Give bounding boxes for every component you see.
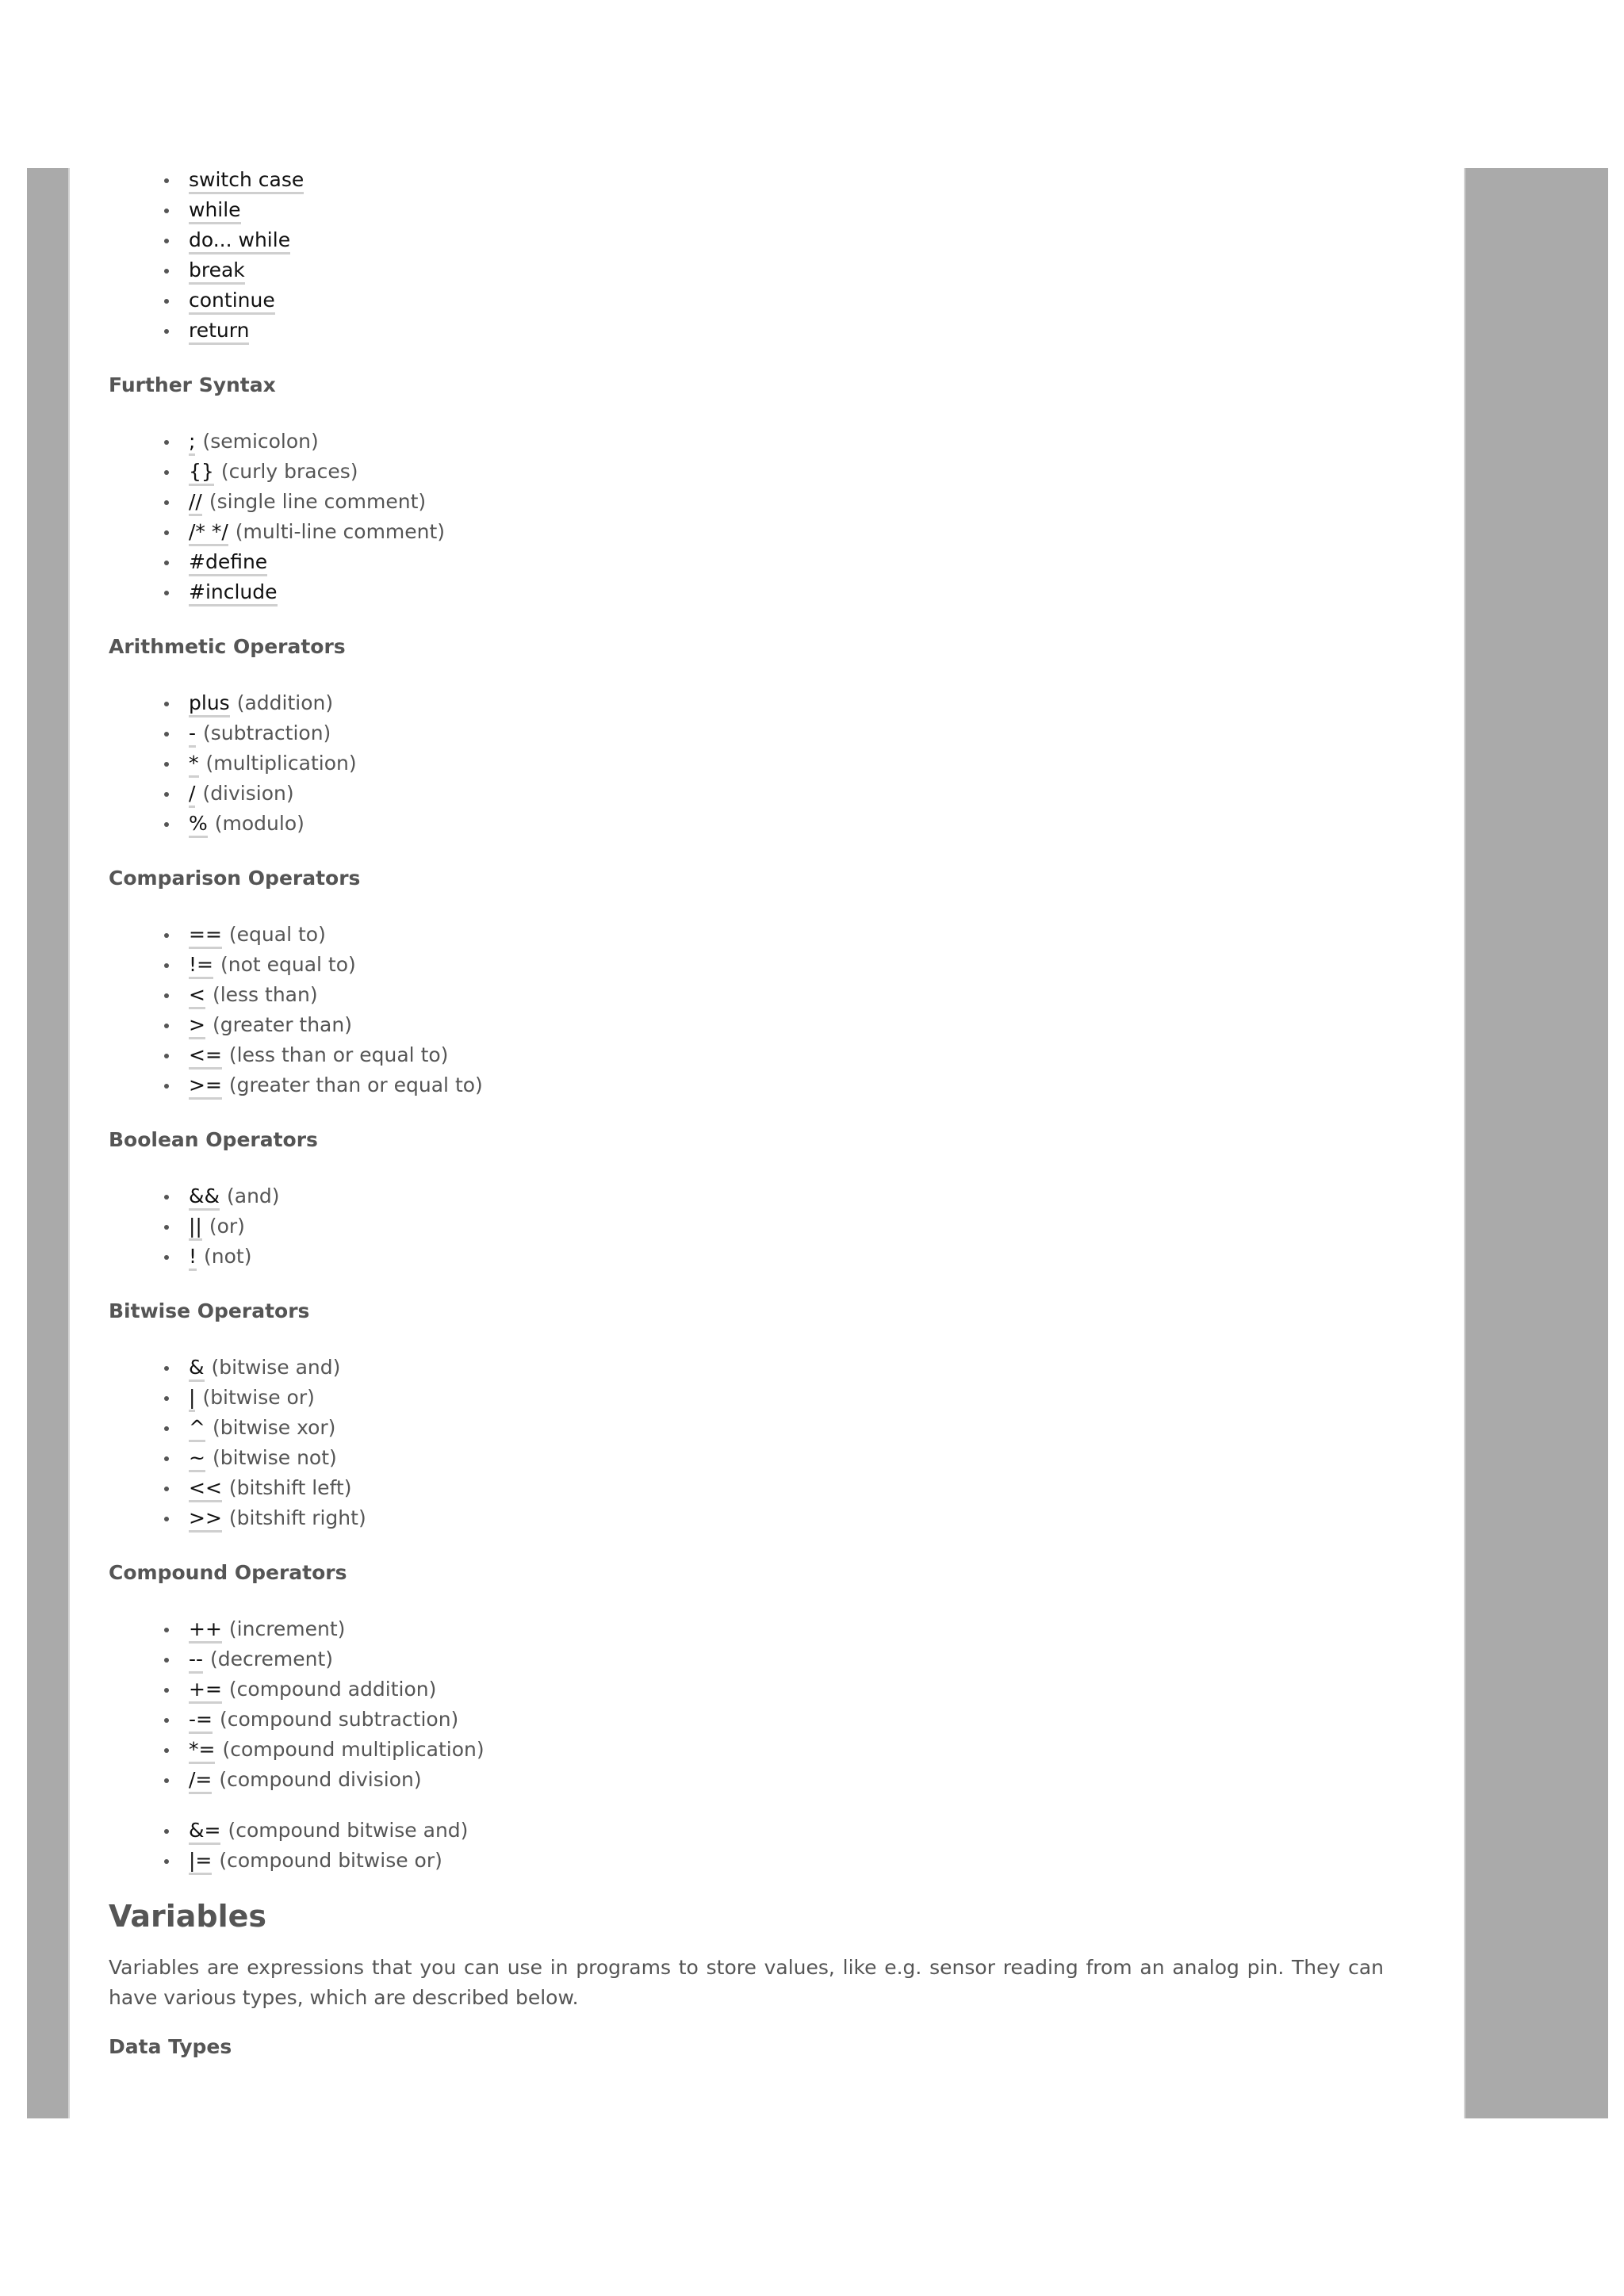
keyword-description: (compound addition) [228, 1678, 437, 1701]
keyword-link[interactable]: {} [189, 460, 214, 486]
keyword-link[interactable]: -= [189, 1708, 213, 1734]
list-item [189, 920, 1384, 950]
variables-heading: Variables [109, 1899, 266, 1934]
keyword-link[interactable]: <= [189, 1043, 222, 1070]
list-gap [109, 1795, 1384, 1816]
list-item [189, 316, 1384, 346]
keyword-link[interactable]: != [189, 953, 213, 979]
list-item [189, 1473, 1384, 1503]
boolean-operators-heading: Boolean Operators [109, 1128, 318, 1151]
keyword-description: (decrement) [210, 1647, 334, 1670]
list-item [189, 1503, 1384, 1533]
keyword-description: (multi-line comment) [235, 520, 446, 543]
list-item [189, 1070, 1384, 1100]
compound-operators-heading: Compound Operators [109, 1561, 347, 1584]
list-item [189, 225, 1384, 255]
keyword-link[interactable]: / [189, 782, 195, 808]
keyword-link[interactable]: break [189, 258, 245, 285]
list-item [189, 457, 1384, 487]
keyword-link[interactable]: >> [189, 1506, 222, 1533]
keyword-link[interactable]: | [189, 1386, 195, 1412]
arithmetic-operators-heading: Arithmetic Operators [109, 635, 346, 658]
list-item [189, 195, 1384, 225]
keyword-link[interactable]: >= [189, 1073, 222, 1100]
keyword-description: (bitwise or) [202, 1386, 315, 1409]
keyword-link[interactable]: |= [189, 1849, 212, 1875]
list-item [189, 1181, 1384, 1211]
reference-content [109, 165, 1384, 2088]
keyword-description: (bitwise xor) [212, 1416, 336, 1439]
list-item [189, 1816, 1384, 1846]
list-item [189, 1211, 1384, 1242]
keyword-description: (compound bitwise or) [219, 1849, 442, 1872]
keyword-link[interactable]: ^ [189, 1416, 205, 1442]
keyword-description: (multiplication) [205, 752, 357, 775]
compound-operators-list [109, 1614, 1384, 1795]
keyword-description: (less than or equal to) [228, 1043, 449, 1066]
keyword-description: (and) [227, 1184, 280, 1207]
keyword-description: (bitshift right) [228, 1506, 366, 1529]
keyword-link[interactable]: > [189, 1013, 205, 1039]
left-sidebar [27, 168, 70, 2118]
list-item [189, 980, 1384, 1010]
list-item [189, 748, 1384, 779]
keyword-description: (modulo) [214, 812, 304, 835]
keyword-link[interactable]: & [189, 1356, 205, 1382]
list-item [189, 547, 1384, 577]
list-item [189, 809, 1384, 839]
keyword-link[interactable]: << [189, 1476, 222, 1502]
keyword-link[interactable]: return [189, 319, 249, 345]
keyword-description: (compound multiplication) [222, 1738, 485, 1761]
list-item [189, 427, 1384, 457]
keyword-description: (greater than or equal to) [228, 1073, 483, 1096]
keyword-link[interactable]: ++ [189, 1617, 222, 1644]
list-item [189, 688, 1384, 718]
keyword-link[interactable]: #include [189, 580, 278, 607]
keyword-link[interactable]: &= [189, 1819, 220, 1845]
list-item [189, 1242, 1384, 1272]
keyword-link[interactable]: continue [189, 289, 275, 315]
list-item [189, 1383, 1384, 1413]
list-item [189, 285, 1384, 316]
list-item [189, 1705, 1384, 1735]
keyword-description: (bitwise not) [212, 1446, 337, 1469]
keyword-description: (equal to) [228, 923, 326, 946]
list-item [189, 1353, 1384, 1383]
keyword-description: (compound bitwise and) [228, 1819, 469, 1842]
further-syntax-list [109, 427, 1384, 607]
list-item [189, 779, 1384, 809]
further-syntax-heading: Further Syntax [109, 373, 276, 396]
list-item [189, 255, 1384, 285]
keyword-link[interactable]: *= [189, 1738, 215, 1764]
list-item [189, 1846, 1384, 1876]
keyword-link[interactable]: // [189, 490, 202, 516]
list-item [189, 1644, 1384, 1674]
list-item [189, 517, 1384, 547]
variables-paragraph: Variables are expressions that you can use in programs to store values, like e.g. sensor reading from an analog pin. They can have various types, which are described below. [109, 1956, 1384, 2009]
data-types-heading: Data Types [109, 2035, 232, 2058]
keyword-link[interactable]: ; [189, 430, 195, 456]
arithmetic-operators-list [109, 688, 1384, 839]
control-structure-list [109, 165, 1384, 346]
keyword-link[interactable]: || [189, 1215, 202, 1241]
keyword-description: (semicolon) [202, 430, 319, 453]
keyword-description: (bitshift left) [228, 1476, 352, 1499]
list-item [189, 1735, 1384, 1765]
keyword-link[interactable]: % [189, 812, 208, 838]
bitwise-operators-list [109, 1353, 1384, 1533]
boolean-operators-list [109, 1181, 1384, 1272]
keyword-link[interactable]: switch case [189, 168, 304, 194]
keyword-description: (addition) [236, 691, 334, 714]
keyword-description: (bitwise and) [211, 1356, 341, 1379]
keyword-link[interactable]: /= [189, 1768, 212, 1794]
keyword-description: (compound subtraction) [219, 1708, 459, 1731]
keyword-link[interactable]: do... while [189, 228, 290, 254]
keyword-link[interactable]: - [189, 721, 196, 748]
list-item [189, 1614, 1384, 1644]
keyword-link[interactable]: += [189, 1678, 222, 1704]
keyword-link[interactable]: -- [189, 1647, 203, 1674]
keyword-link[interactable]: /* */ [189, 520, 228, 546]
keyword-description: (curly braces) [220, 460, 358, 483]
keyword-description: (not) [204, 1245, 252, 1268]
keyword-link[interactable]: ! [189, 1245, 197, 1271]
keyword-description: (increment) [228, 1617, 346, 1640]
bitwise-operators-heading: Bitwise Operators [109, 1299, 310, 1322]
keyword-link[interactable]: while [189, 198, 241, 224]
keyword-link[interactable]: && [189, 1184, 220, 1211]
compound-bitwise-operators-list [109, 1816, 1384, 1876]
list-item [189, 165, 1384, 195]
keyword-description: (compound division) [219, 1768, 422, 1791]
keyword-description: (greater than) [212, 1013, 352, 1036]
keyword-link[interactable]: #define [189, 550, 267, 576]
list-item [189, 1010, 1384, 1040]
list-item [189, 1040, 1384, 1070]
comparison-operators-heading: Comparison Operators [109, 867, 361, 890]
keyword-description: (subtraction) [203, 721, 331, 744]
list-item [189, 1674, 1384, 1705]
list-item [189, 718, 1384, 748]
right-sidebar [1464, 168, 1608, 2118]
list-item [189, 487, 1384, 517]
keyword-link[interactable]: ~ [189, 1446, 205, 1472]
list-item [189, 1765, 1384, 1795]
comparison-operators-list [109, 920, 1384, 1100]
keyword-link[interactable]: == [189, 923, 222, 949]
keyword-description: (or) [209, 1215, 245, 1238]
keyword-description: (not equal to) [220, 953, 356, 976]
list-item [189, 1413, 1384, 1443]
keyword-link[interactable]: * [189, 752, 199, 778]
keyword-description: (less than) [212, 983, 318, 1006]
keyword-link[interactable]: plus [189, 691, 230, 718]
list-item [189, 577, 1384, 607]
list-item [189, 950, 1384, 980]
list-item [189, 1443, 1384, 1473]
keyword-description: (division) [202, 782, 294, 805]
keyword-description: (single line comment) [209, 490, 427, 513]
keyword-link[interactable]: < [189, 983, 205, 1009]
